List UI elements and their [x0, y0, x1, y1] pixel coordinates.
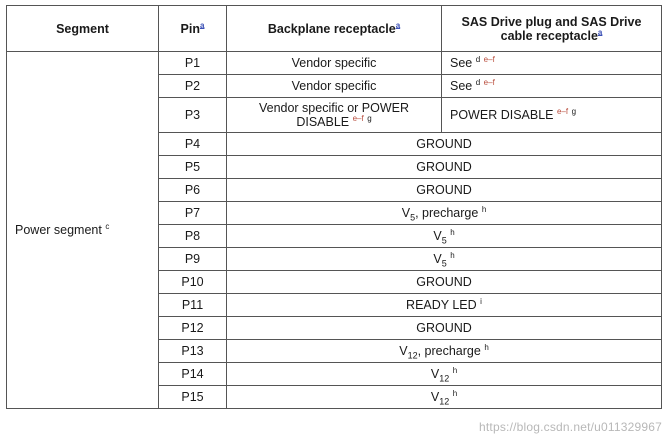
value-cell: $V_{12}$, precharge $^h$ [227, 340, 662, 363]
header-backplane: Backplane receptacle$^a$ [227, 6, 442, 52]
header-pin: Pin$^a$ [159, 6, 227, 52]
header-segment: Segment [7, 6, 159, 52]
value-cell: GROUND [227, 156, 662, 179]
value-cell: GROUND [227, 271, 662, 294]
pin-cell: P13 [159, 340, 227, 363]
sas-cell: See $^d$ $^{e-f}$ [442, 75, 662, 98]
pin-cell: P7 [159, 202, 227, 225]
segment-cell: Power segment $^c$ [7, 52, 159, 409]
pin-cell: P5 [159, 156, 227, 179]
pin-cell: P6 [159, 179, 227, 202]
value-cell: GROUND [227, 133, 662, 156]
pin-cell: P9 [159, 248, 227, 271]
pin-cell: P12 [159, 317, 227, 340]
pin-cell: P15 [159, 386, 227, 409]
header-sas: SAS Drive plug and SAS Drive cable receptacle$^a$ [442, 6, 662, 52]
pin-cell: P1 [159, 52, 227, 75]
value-cell: READY LED $^i$ [227, 294, 662, 317]
pin-cell: P11 [159, 294, 227, 317]
pin-cell: P10 [159, 271, 227, 294]
pin-cell: P3 [159, 98, 227, 133]
value-cell: GROUND [227, 179, 662, 202]
value-cell: $V_5$ $^h$ [227, 225, 662, 248]
value-cell: GROUND [227, 317, 662, 340]
value-cell: $V_5$, precharge $^h$ [227, 202, 662, 225]
backplane-cell: Vendor specific [227, 75, 442, 98]
header-row [7, 6, 662, 52]
table-row [7, 52, 662, 75]
pinout-table [6, 5, 662, 409]
sas-cell: POWER DISABLE $^{e-f}$ $^g$ [442, 98, 662, 133]
pin-cell: P14 [159, 363, 227, 386]
footnote-link[interactable]: a [200, 20, 205, 30]
pin-cell: P4 [159, 133, 227, 156]
value-cell: $V_{12}$ $^h$ [227, 386, 662, 409]
footnote-link[interactable]: a [395, 20, 401, 30]
value-cell: $V_5$ $^h$ [227, 248, 662, 271]
watermark: https://blog.csdn.net/u011329967 [479, 420, 662, 434]
pin-cell: P8 [159, 225, 227, 248]
footnote-link[interactable]: a [597, 27, 603, 37]
pin-cell: P2 [159, 75, 227, 98]
backplane-cell: Vendor specific or POWER DISABLE $^{e-f}$ $^g$ [227, 98, 442, 133]
backplane-cell: Vendor specific [227, 52, 442, 75]
sas-cell: See $^d$ $^{e-f}$ [442, 52, 662, 75]
value-cell: $V_{12}$ $^h$ [227, 363, 662, 386]
